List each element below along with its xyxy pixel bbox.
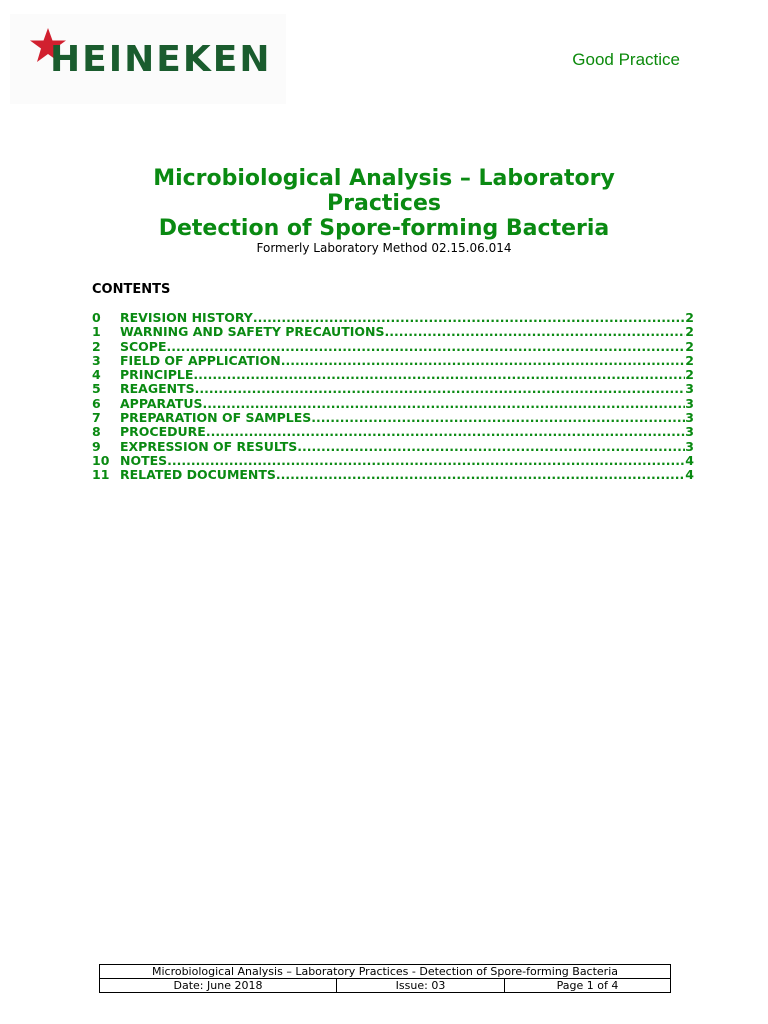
logo-wordmark: HEINEKEN	[50, 39, 272, 80]
toc-label: PROCEDURE	[120, 425, 206, 440]
toc-entry[interactable]	[92, 425, 694, 439]
toc-entry[interactable]	[92, 354, 694, 368]
toc-page: 2	[685, 325, 694, 340]
page-footer	[99, 964, 671, 993]
title-line-1: Microbiological Analysis – Laboratory	[153, 166, 615, 191]
document-title	[0, 166, 768, 255]
title-line-2: Practices	[327, 191, 441, 216]
toc-leader	[253, 311, 685, 325]
footer-issue: Issue: 03	[337, 979, 505, 993]
toc-entry[interactable]	[92, 468, 694, 482]
toc-number: 0	[92, 311, 101, 325]
document-subtitle: Formerly Laboratory Method 02.15.06.014	[256, 241, 512, 255]
toc-number: 1	[92, 325, 101, 340]
toc-label: WARNING AND SAFETY PRECAUTIONS	[120, 325, 385, 340]
toc-leader	[384, 325, 685, 339]
toc-label: EXPRESSION OF RESULTS	[120, 439, 298, 454]
toc-entry[interactable]	[92, 340, 694, 354]
toc-leader	[206, 425, 685, 439]
footer-date: Date: June 2018	[100, 979, 337, 993]
toc-page: 3	[685, 425, 694, 440]
toc-label: NOTES	[120, 453, 168, 468]
toc-label: PREPARATION OF SAMPLES	[120, 411, 312, 426]
document-type-label: Good Practice	[572, 50, 680, 69]
toc-number: 5	[92, 382, 101, 397]
toc-entry[interactable]	[92, 440, 694, 454]
toc-leader	[167, 340, 686, 354]
toc-number: 11	[92, 468, 110, 483]
toc-page: 4	[685, 453, 694, 468]
toc-number: 2	[92, 339, 101, 354]
toc-entry[interactable]	[92, 397, 694, 411]
title-line-3: Detection of Spore-forming Bacteria	[158, 216, 610, 241]
toc-label: APPARATUS	[120, 396, 203, 411]
toc-number: 8	[92, 425, 101, 440]
toc-leader	[167, 454, 685, 468]
footer-page-number: Page 1 of 4	[505, 979, 671, 993]
toc-entry[interactable]	[92, 382, 694, 396]
toc-page: 3	[685, 396, 694, 411]
heineken-logo	[10, 14, 286, 104]
toc-number: 9	[92, 439, 101, 454]
toc-label: RELATED DOCUMENTS	[120, 468, 276, 483]
toc-label: REVISION HISTORY	[120, 311, 253, 325]
toc-leader	[297, 440, 685, 454]
toc-page: 2	[685, 368, 694, 383]
toc-leader	[281, 354, 686, 368]
toc-page: 3	[685, 439, 694, 454]
toc-leader	[195, 382, 686, 396]
toc-leader	[193, 368, 685, 382]
toc-page: 2	[685, 339, 694, 354]
toc-entry[interactable]	[92, 325, 694, 339]
toc-label: REAGENTS	[120, 382, 195, 397]
footer-document-title: Microbiological Analysis – Laboratory Practices - Detection of Spore-forming Bacteria	[100, 965, 671, 979]
toc-page: 3	[685, 411, 694, 426]
toc-entry[interactable]	[92, 368, 694, 382]
toc-page: 3	[685, 382, 694, 397]
toc-page: 4	[685, 468, 694, 483]
toc-number: 10	[92, 453, 110, 468]
toc-label: PRINCIPLE	[120, 368, 194, 383]
toc-number: 3	[92, 353, 101, 368]
toc-page: 2	[685, 311, 694, 325]
toc-number: 7	[92, 411, 101, 426]
toc-label: FIELD OF APPLICATION	[120, 353, 281, 368]
toc-label: SCOPE	[120, 339, 167, 354]
toc-leader	[276, 468, 685, 482]
toc-page: 2	[685, 353, 694, 368]
toc-entry[interactable]	[92, 311, 694, 325]
toc-entry[interactable]	[92, 411, 694, 425]
toc-number: 4	[92, 368, 101, 383]
table-of-contents	[92, 311, 694, 483]
toc-leader	[203, 397, 686, 411]
toc-leader	[311, 411, 685, 425]
contents-heading: CONTENTS	[92, 282, 171, 297]
toc-entry[interactable]	[92, 454, 694, 468]
toc-number: 6	[92, 396, 101, 411]
